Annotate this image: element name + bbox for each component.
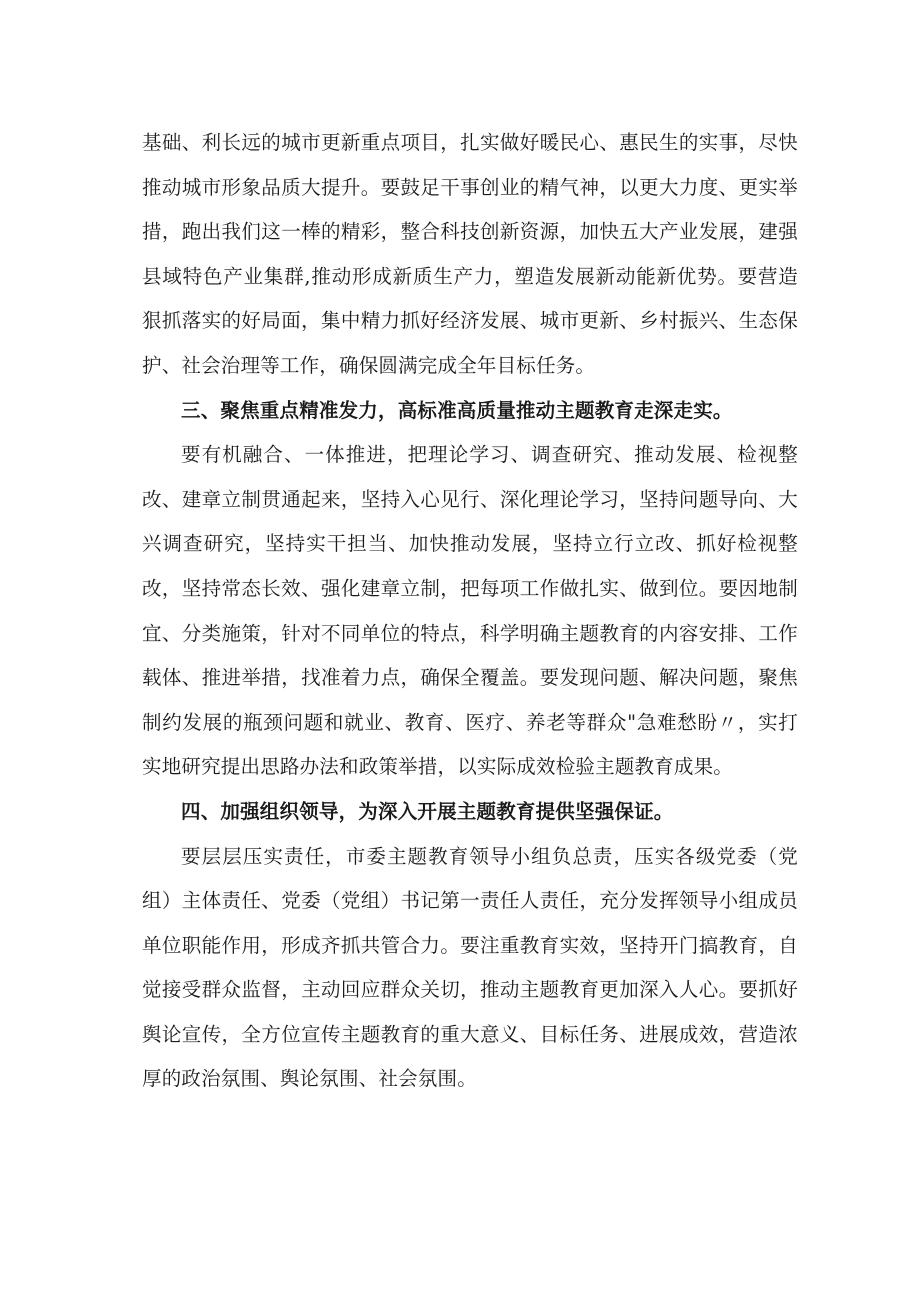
paragraph-section-three: 要有机融合、一体推进，把理论学习、调查研究、推动发展、检视整改、建章立制贯通起来，坚持入心见行、深化理论学习，坚持问题导向、大兴调查研究，坚持实干担当、加快推动发展，坚持立行立改、抓好检视整改，坚持常态长效、强化建章立制，把每项工作做扎实、做到位。要因地制宜、分类施策，针对不同单位的特点，科学明确主题教育的内容安排、工作载体、推进举措，找准着力点，确保全覆盖。要发现问题、解决问题，聚焦制约发展的瓶颈问题和就业、教育、医疗、养老等群众"急难愁盼〃，实打实地研究提出思路办法和政策举措，以实际成效检验主题教育成果。	[142, 443, 798, 779]
paragraph-continuation: 基础、利长远的城市更新重点项目，扎实做好暖民心、惠民生的实事，尽快推动城市形象品质大提升。要鼓足干事创业的精气神，以更大力度、更实举措，跑出我们这一棒的精彩，整合科技创新资源，加快五大产业发展，建强县域特色产业集群,推动形成新质生产力，塑造发展新动能新优势。要营造狠抓落实的好局面，集中精力抓好经济发展、城市更新、乡村振兴、生态保护、社会治理等工作，确保圆满完成全年目标任务。	[142, 131, 798, 377]
section-heading-three: 三、聚焦重点精准发力，高标准高质量推动主题教育走深走实。	[181, 398, 733, 422]
paragraph-section-four: 要层层压实责任，市委主题教育领导小组负总责，压实各级党委（党组）主体责任、党委（党组）书记第一责任人责任，充分发挥领导小组成员单位职能作用，形成齐抓共管合力。要注重教育实效，坚持开门搞教育，自觉接受群众监督，主动回应群众关切，推动主题教育更加深入人心。要抓好舆论宣传，全方位宣传主题教育的重大意义、目标任务、进展成效，营造浓厚的政治氛围、舆论氛围、社会氛围。	[142, 844, 798, 1091]
section-heading-four: 四、加强组织领导，为深入开展主题教育提供坚强保证。	[181, 799, 674, 823]
document-body	[142, 121, 798, 1102]
